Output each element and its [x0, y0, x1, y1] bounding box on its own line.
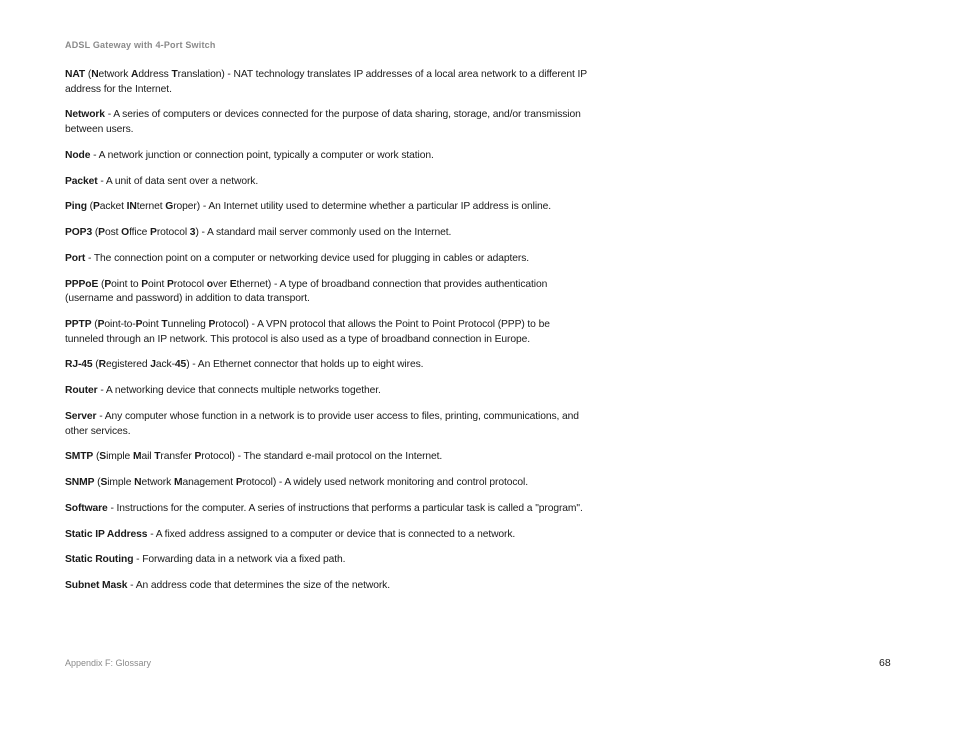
term-emphasis: P: [208, 319, 216, 331]
term-emphasis: NAT: [65, 69, 86, 80]
term-emphasis: P: [98, 227, 105, 239]
entry-text: unneling: [167, 319, 209, 331]
glossary-entry: [65, 476, 590, 491]
entry-text: - An address code that determines the size of the network.: [127, 580, 390, 592]
term-emphasis: N: [134, 477, 142, 489]
term-emphasis: 45: [174, 359, 187, 371]
entry-text: imple: [106, 451, 133, 463]
entry-text: - A series of computers or devices connected for the purpose of data sharing, storage, and/or transmission between users.: [65, 109, 581, 135]
entry-text: acket: [99, 201, 127, 213]
term-emphasis: T: [154, 451, 161, 463]
term-emphasis: O: [121, 227, 130, 239]
entry-text: - Any computer whose function in a network is to provide user access to files, printing, communications, and other services.: [65, 410, 579, 437]
term-emphasis: A: [131, 69, 139, 80]
entry-text: - The connection point on a computer or networking device used for plugging in cables or adapters.: [85, 252, 530, 264]
term-emphasis: S: [100, 477, 108, 489]
glossary-entry: [65, 410, 590, 439]
term-emphasis: Network: [65, 109, 105, 121]
term-emphasis: P: [167, 278, 174, 290]
term-emphasis: POP3: [65, 227, 93, 239]
entry-text: ) - A standard mail server commonly used on the Internet.: [195, 227, 452, 239]
term-emphasis: RJ-45: [65, 359, 93, 371]
term-emphasis: P: [141, 278, 149, 290]
entry-text: - A networking device that connects multiple networks together.: [97, 385, 381, 397]
entry-text: (: [98, 278, 105, 290]
entry-text: oint to: [111, 278, 142, 290]
term-emphasis: N: [91, 69, 99, 80]
entry-text: - Instructions for the computer. A series of instructions that performs a particular task is called a "program".: [107, 502, 583, 514]
term-emphasis: Static IP Address: [65, 528, 148, 540]
term-emphasis: IN: [126, 201, 137, 213]
term-emphasis: Static Routing: [65, 554, 134, 566]
entry-text: oint: [148, 278, 168, 290]
entry-text: rotocol) - A VPN protocol that allows the Point to Point Protocol (PPP) to be tunneled through an IP network. This protocol is also used as a type of broadband connection in Europe.: [65, 319, 550, 345]
page-header-title: ADSL Gateway with 4-Port Switch: [65, 40, 216, 50]
term-emphasis: PPPoE: [65, 278, 99, 290]
glossary-entry: [65, 318, 590, 347]
entry-text: (: [86, 201, 94, 213]
term-emphasis: T: [171, 69, 178, 80]
entry-text: (: [93, 451, 100, 463]
term-emphasis: Port: [65, 252, 86, 264]
page-number: 68: [879, 657, 891, 669]
entry-text: ransfer: [160, 451, 195, 463]
term-emphasis: 3: [189, 227, 196, 239]
term-emphasis: Software: [65, 502, 108, 514]
entry-text: ternet: [136, 201, 166, 213]
term-emphasis: Server: [65, 410, 97, 422]
term-emphasis: Node: [65, 149, 91, 161]
entry-text: ost: [104, 227, 122, 239]
entry-text: ack-: [155, 359, 175, 371]
term-emphasis: T: [161, 319, 168, 331]
term-emphasis: P: [97, 319, 105, 331]
term-emphasis: S: [99, 451, 107, 463]
glossary-list: [65, 68, 590, 605]
term-emphasis: SNMP: [65, 477, 95, 489]
entry-text: ) - An Ethernet connector that holds up to eight wires.: [186, 359, 424, 371]
entry-text: oint-to-: [104, 319, 136, 331]
entry-text: thernet) - A type of broadband connection that provides authentication (username and password) in addition to data transport.: [65, 278, 548, 305]
glossary-entry: [65, 278, 590, 307]
entry-text: etwork: [98, 69, 132, 80]
term-emphasis: P: [235, 477, 243, 489]
entry-text: ver: [212, 278, 230, 290]
glossary-entry: [65, 553, 590, 568]
entry-text: roper) - An Internet utility used to determine whether a particular IP address is online.: [173, 201, 552, 213]
entry-text: ail: [141, 451, 155, 463]
entry-text: anagement: [182, 477, 236, 489]
term-emphasis: P: [93, 201, 100, 213]
entry-text: (: [94, 477, 101, 489]
glossary-entry: [65, 502, 590, 517]
glossary-entry: [65, 108, 590, 137]
term-emphasis: J: [150, 359, 156, 371]
entry-text: ranslation) - NAT technology translates IP addresses of a local area network to a different IP address for the Internet.: [65, 69, 587, 95]
entry-text: - Forwarding data in a network via a fixed path.: [133, 554, 346, 566]
glossary-entry: [65, 68, 590, 97]
entry-text: rotocol) - A widely used network monitoring and control protocol.: [242, 477, 529, 489]
term-emphasis: PPTP: [65, 319, 92, 331]
entry-text: (: [91, 319, 98, 331]
term-emphasis: P: [104, 278, 112, 290]
term-emphasis: Router: [65, 385, 98, 397]
term-emphasis: SMTP: [65, 451, 94, 463]
entry-text: (: [85, 69, 92, 80]
term-emphasis: M: [173, 477, 183, 489]
entry-text: - A network junction or connection point, typically a computer or work station.: [90, 149, 434, 161]
term-emphasis: Subnet Mask: [65, 580, 128, 592]
entry-text: rotocol) - The standard e-mail protocol on the Internet.: [201, 451, 443, 463]
entry-text: rotocol: [173, 278, 207, 290]
term-emphasis: R: [98, 359, 106, 371]
entry-text: oint: [142, 319, 162, 331]
term-emphasis: P: [150, 227, 157, 239]
entry-text: egistered: [105, 359, 151, 371]
entry-text: (: [92, 227, 99, 239]
entry-text: rotocol: [156, 227, 190, 239]
entry-text: ddress: [138, 69, 172, 80]
term-emphasis: Packet: [65, 175, 98, 187]
term-emphasis: P: [135, 319, 143, 331]
footer-section-label: Appendix F: Glossary: [65, 658, 152, 668]
term-emphasis: Ping: [65, 201, 87, 213]
glossary-entry: [65, 175, 590, 190]
glossary-entry: [65, 149, 590, 164]
glossary-entry: [65, 450, 590, 465]
term-emphasis: G: [165, 201, 174, 213]
glossary-entry: [65, 384, 590, 399]
entry-text: ffice: [129, 227, 151, 239]
entry-text: - A fixed address assigned to a computer or device that is connected to a network.: [147, 528, 516, 540]
glossary-entry: [65, 358, 590, 373]
glossary-entry: [65, 528, 590, 543]
glossary-entry: [65, 226, 590, 241]
entry-text: imple: [107, 477, 135, 489]
glossary-entry: [65, 200, 590, 215]
glossary-entry: [65, 579, 590, 594]
term-emphasis: o: [206, 278, 213, 290]
entry-text: - A unit of data sent over a network.: [97, 175, 259, 187]
entry-text: etwork: [141, 477, 174, 489]
term-emphasis: P: [194, 451, 202, 463]
term-emphasis: M: [132, 451, 142, 463]
glossary-entry: [65, 252, 590, 267]
term-emphasis: E: [229, 278, 237, 290]
entry-text: (: [92, 359, 99, 371]
